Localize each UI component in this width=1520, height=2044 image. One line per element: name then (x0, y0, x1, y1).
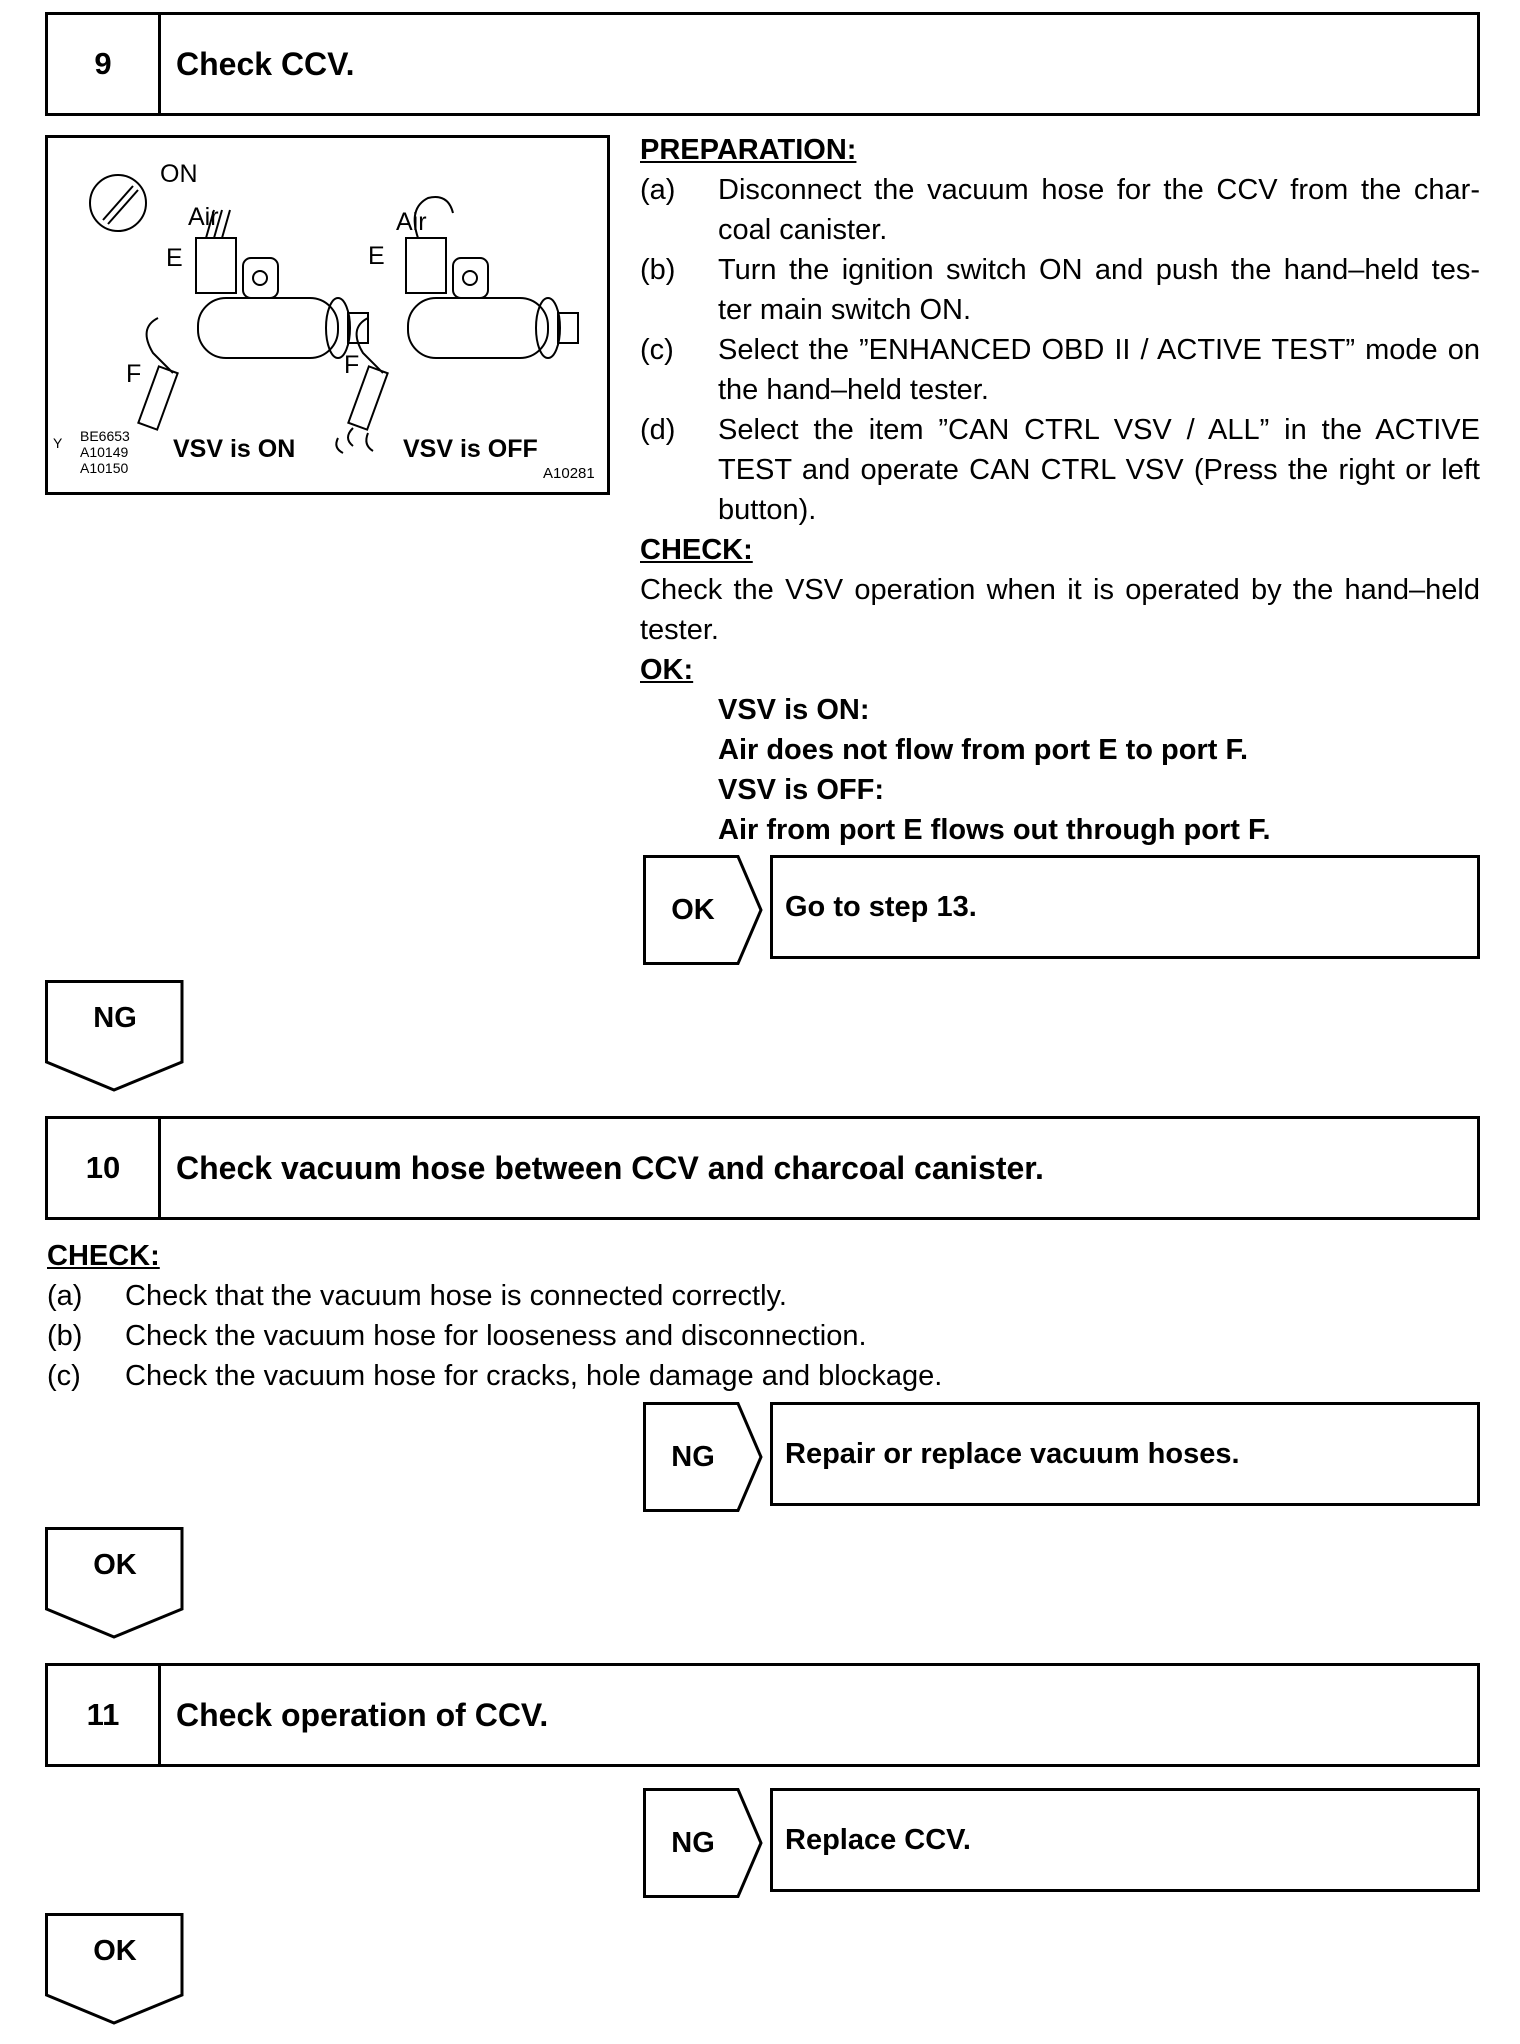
prep-c-label: (c) (640, 334, 674, 366)
step-title: Check operation of CCV. (176, 1696, 549, 1733)
text-line: button). (718, 494, 817, 526)
prep-b-text (718, 250, 1480, 330)
flow-arrow-ok (45, 1913, 185, 2025)
prep-d-label: (d) (640, 414, 676, 446)
air-label-left: Air (188, 203, 219, 231)
text-line: TEST and operate CAN CTRL VSV (Press the right or left (718, 454, 1480, 486)
flow-arrow-ok-label: OK (93, 1549, 137, 1581)
step-11-header (45, 1663, 1480, 1767)
vsv-left-drawing (138, 210, 368, 430)
result-tag-ng-label: NG (671, 1826, 715, 1859)
text-line: Disconnect the vacuum hose for the CCV from the char- (718, 174, 1480, 206)
step-title: Check CCV. (176, 45, 355, 82)
check-b-label: (b) (47, 1320, 83, 1352)
vsv-right-drawing (336, 197, 578, 453)
figure-code-y: Y (53, 435, 63, 451)
port-e-left: E (166, 244, 183, 272)
text-line: the hand–held tester. (718, 374, 989, 406)
port-f-right: F (344, 351, 360, 379)
result-box-step10 (770, 1402, 1480, 1506)
prep-a-label: (a) (640, 174, 676, 206)
ignition-key-icon (90, 175, 146, 231)
air-label-right: Air (396, 208, 427, 236)
ok-spec-line: VSV is ON: (718, 694, 870, 726)
caption-vsv-on: VSV is ON (173, 435, 296, 463)
check-c-text: Check the vacuum hose for cracks, hole damage and blockage. (125, 1360, 943, 1392)
flow-arrow-ng-label: NG (93, 1002, 137, 1034)
result-box-step9 (770, 855, 1480, 959)
result-text: Go to step 13. (785, 890, 977, 923)
ok-spec-line: Air does not flow from port E to port F. (718, 734, 1249, 766)
step-9-header (45, 12, 1480, 116)
step-number: 10 (48, 1119, 161, 1217)
check-heading: CHECK: (640, 534, 753, 566)
step-10-header (45, 1116, 1480, 1220)
figure-code: A10149 (80, 444, 129, 460)
flow-arrow-ng (45, 980, 185, 1092)
result-box-step11 (770, 1788, 1480, 1892)
text-line: Select the item ”CAN CTRL VSV / ALL” in the ACTIVE (718, 414, 1480, 446)
result-tag-ng-label: NG (671, 1440, 715, 1473)
text-line: ter main switch ON. (718, 294, 971, 326)
text-line: Turn the ignition switch ON and push the hand–held tes- (718, 254, 1480, 286)
text-line: Check the VSV operation when it is operated by the hand–held (640, 574, 1480, 606)
ok-spec-line: Air from port E flows out through port F. (718, 814, 1271, 846)
prep-a-text (718, 170, 1480, 250)
result-tag-ok-label: OK (671, 893, 715, 926)
check-a-label: (a) (47, 1280, 83, 1312)
prep-c-text (718, 330, 1480, 410)
on-label: ON (160, 160, 198, 188)
check-heading: CHECK: (47, 1240, 160, 1272)
ok-spec-line: VSV is OFF: (718, 774, 884, 806)
check-text (640, 570, 1480, 650)
prep-d-text (718, 410, 1480, 530)
caption-vsv-off: VSV is OFF (403, 435, 538, 463)
prep-b-label: (b) (640, 254, 676, 286)
text-line: coal canister. (718, 214, 888, 246)
text-line: tester. (640, 614, 719, 646)
result-text: Repair or replace vacuum hoses. (785, 1437, 1240, 1470)
check-c-label: (c) (47, 1360, 81, 1392)
figure-code: BE6653 (80, 428, 130, 444)
check-a-text: Check that the vacuum hose is connected correctly. (125, 1280, 787, 1312)
figure-code: A10150 (80, 460, 129, 476)
ok-heading: OK: (640, 654, 694, 686)
step-title: Check vacuum hose between CCV and charcoal canister. (176, 1149, 1044, 1186)
result-text: Replace CCV. (785, 1823, 971, 1856)
figure-codes (80, 428, 130, 476)
preparation-heading: PREPARATION: (640, 134, 857, 166)
flow-arrow-ok (45, 1527, 185, 1639)
text-line: Select the ”ENHANCED OBD II / ACTIVE TEST” mode on (718, 334, 1480, 366)
port-e-right: E (368, 242, 385, 270)
step-number: 11 (48, 1666, 161, 1764)
port-f-left: F (126, 360, 142, 388)
figure-id: A10281 (543, 465, 595, 482)
ccv-illustration (45, 135, 610, 495)
check-b-text: Check the vacuum hose for looseness and disconnection. (125, 1320, 867, 1352)
flow-arrow-ok-label: OK (93, 1935, 137, 1967)
step-number: 9 (48, 15, 161, 113)
